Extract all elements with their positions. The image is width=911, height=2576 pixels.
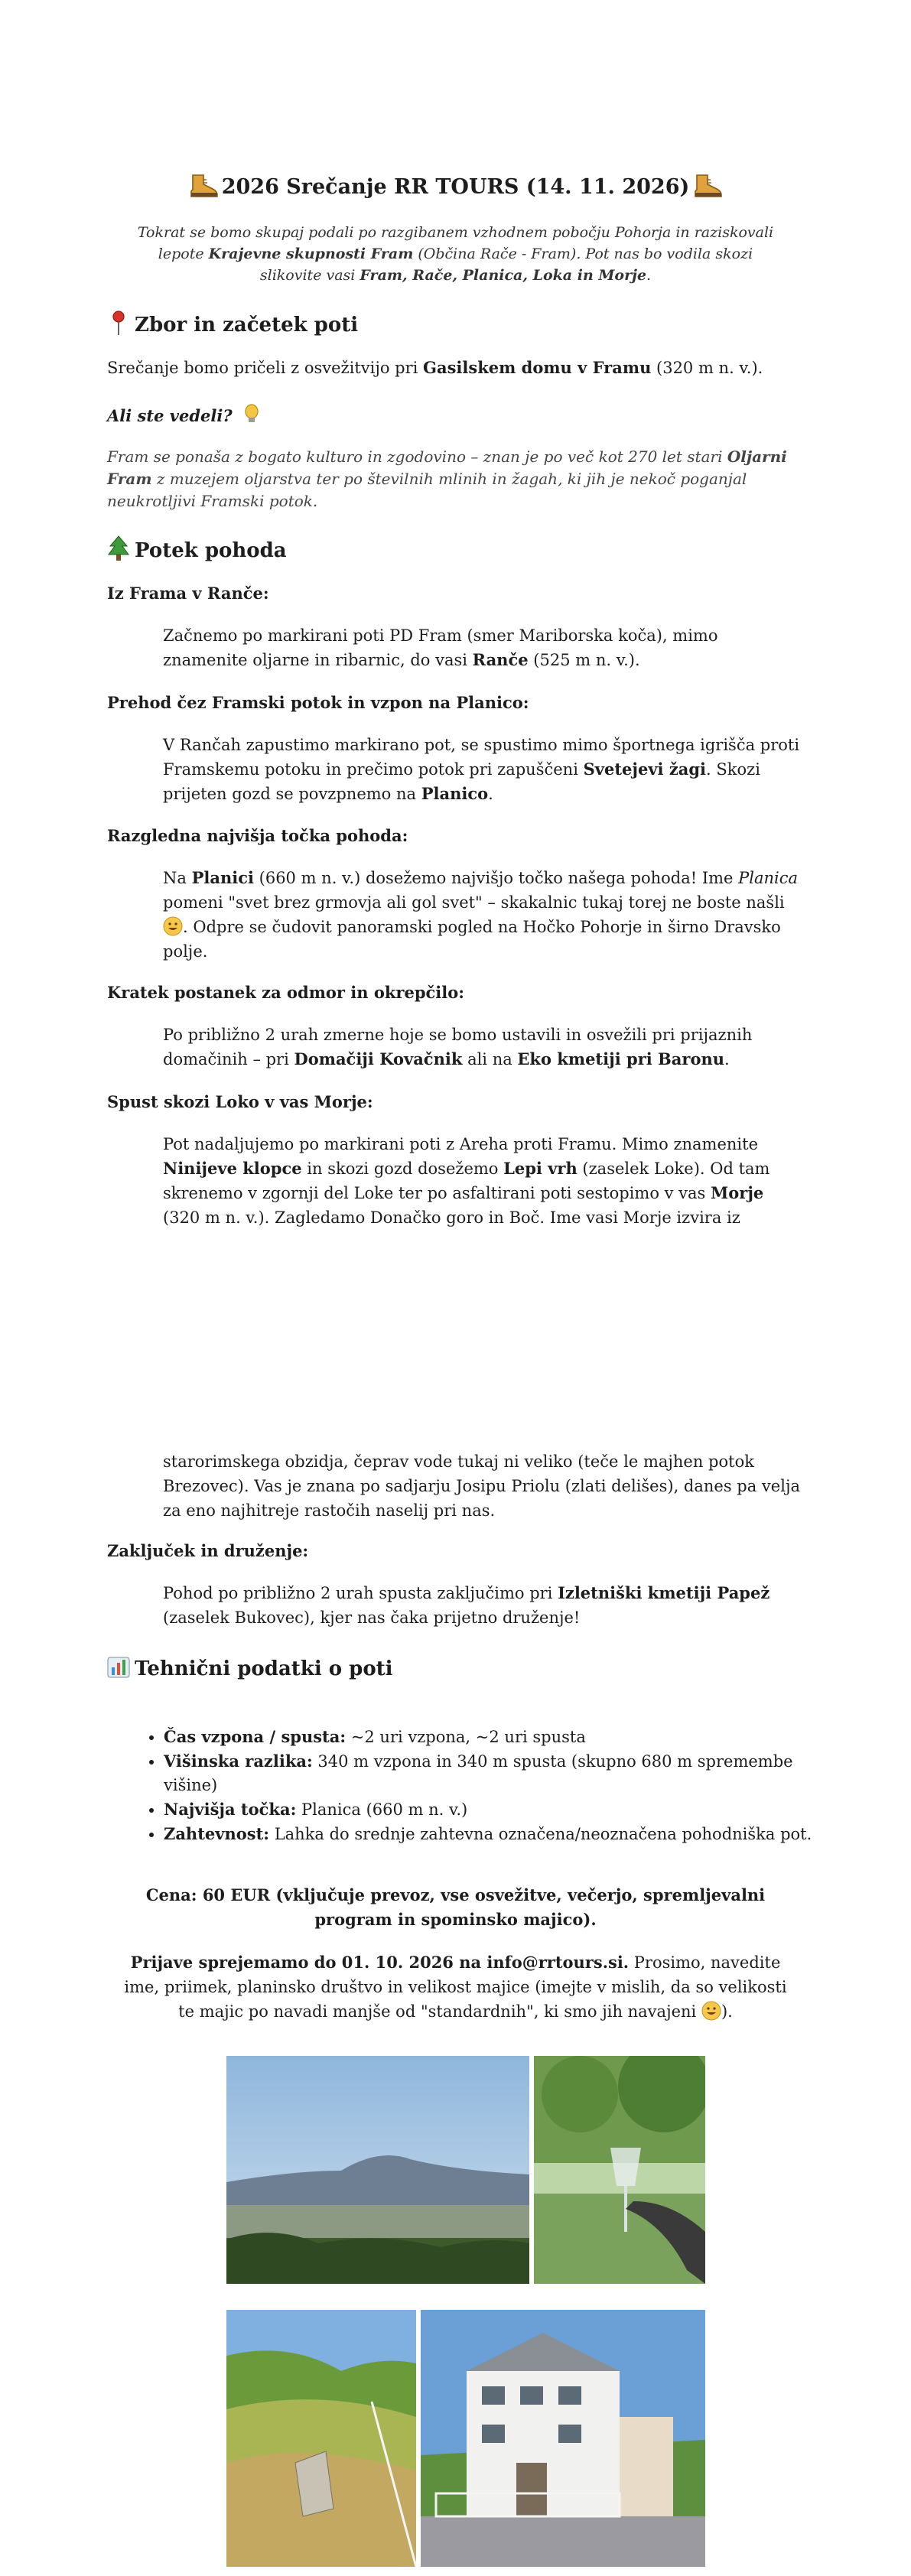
bold-text: Eko kmetiji pri Baronu xyxy=(517,1049,724,1068)
tech-value: Lahka do srednje zahtevna označena/neoznačena pohodniška pot. xyxy=(269,1825,812,1843)
section-heading-text: Tehnični podatki o poti xyxy=(135,1657,393,1680)
text: Po približno 2 urah zmerne hoje se bomo ustavili in osvežili pri prijaznih domačinih – pri xyxy=(163,1026,753,1068)
intro-bold: Fram, Rače, Planica, Loka in Morje xyxy=(360,267,647,284)
house-photo-image xyxy=(421,2310,705,2567)
subsection-paragraph xyxy=(163,1581,803,1630)
text: pomeni "svet brez grmovja ali gol svet" – skakalnic tukaj torej ne boste našli xyxy=(163,893,785,912)
intro-paragraph xyxy=(130,222,781,286)
page-title-text: 2026 Srečanje RR TOURS (14. 11. 2026) xyxy=(221,175,690,199)
bold-text: Oljarni Fram xyxy=(107,447,787,488)
subsection-paragraph xyxy=(163,1023,803,1072)
subsection-title: Razgledna najvišja točka pohoda: xyxy=(107,826,408,845)
list-item xyxy=(164,1725,837,1749)
text: Na xyxy=(163,869,192,887)
text: . Skozi prijeten gozd se povzpnemo na xyxy=(163,760,760,803)
text: (zaselek Loke). Od tam skrenemo v zgornji del Loke ter po asfaltirani poti sestopimo v vas xyxy=(163,1160,770,1202)
tech-label: Čas vzpona / spusta: xyxy=(164,1727,347,1746)
wine-glass-photo xyxy=(534,2056,705,2284)
bold-text: Gasilskem domu v Framu xyxy=(423,358,652,377)
grinning-face-icon xyxy=(163,916,183,936)
bold-text: Planici xyxy=(191,868,254,887)
text: (525 m n. v.). xyxy=(528,651,640,669)
text: . xyxy=(724,1050,730,1068)
subsection-title: Prehod čez Framski potok in vzpon na Planico: xyxy=(107,693,529,712)
meadow-stone-photo-image xyxy=(226,2310,416,2567)
price-paragraph: Cena: 60 EUR (vključuje prevoz, vse osvežitve, večerjo, spremljevalni program in spominsko majico). xyxy=(145,1885,766,1929)
did-you-know-text: Ali ste vedeli? xyxy=(107,406,233,425)
text: V Rančah zapustimo markirano pot, se spustimo mimo športnega igrišča proti Framskemu potoku in prečimo potok pri zapuščeni xyxy=(163,736,800,779)
bar-chart-icon xyxy=(107,1654,130,1680)
subsection-title: Kratek postanek za odmor in okrepčilo: xyxy=(107,983,465,1002)
grinning-face-icon xyxy=(701,2001,721,2021)
text: (320 m n. v.). xyxy=(651,359,763,377)
meadow-stone-photo xyxy=(226,2310,416,2567)
did-you-know-heading xyxy=(107,404,803,428)
zbor-paragraph xyxy=(107,356,803,380)
section-heading-zbor xyxy=(107,310,358,339)
list-item xyxy=(164,1822,837,1846)
text: Pot nadaljujemo po markirani poti z Areha proti Framu. Mimo znamenite xyxy=(163,1135,759,1153)
did-you-know-paragraph xyxy=(107,446,803,512)
tech-value: ~2 uri vzpona, ~2 uri spusta xyxy=(346,1728,586,1746)
page-title xyxy=(0,172,911,203)
text: . xyxy=(488,785,493,803)
bold-text: Planico xyxy=(421,784,489,803)
text: Pohod po približno 2 urah spusta zaključimo pri xyxy=(163,1584,558,1602)
text: in skozi gozd dosežemo xyxy=(301,1160,504,1178)
bold-text: Izletniški kmetiji Papež xyxy=(558,1583,770,1602)
tech-value: Planica (660 m n. v.) xyxy=(296,1800,468,1819)
bold-text: Ninijeve klopce xyxy=(163,1159,302,1178)
tech-label: Višinska razlika: xyxy=(164,1751,313,1771)
subsection-paragraph xyxy=(163,1132,803,1230)
section-heading-text: Zbor in začetek poti xyxy=(135,314,359,337)
subsection-title: Zaključek in druženje: xyxy=(107,1541,309,1560)
bold-text: Svetejevi žagi xyxy=(583,759,707,779)
wine-glass-photo-image xyxy=(534,2056,705,2284)
section-heading-tech xyxy=(107,1654,393,1683)
tech-label: Najvišja točka: xyxy=(164,1800,297,1819)
section-heading-text: Potek pohoda xyxy=(135,539,287,562)
italic-text: Planica xyxy=(738,869,799,887)
subsection-paragraph xyxy=(163,623,803,672)
tech-list xyxy=(130,1725,837,1846)
light-bulb-icon xyxy=(242,404,261,425)
intro-text: (Občina Rače - Fram). Pot nas bo vodila skozi slikovite vasi xyxy=(259,246,753,284)
bold-text: Morje xyxy=(711,1183,764,1202)
text: z muzejem oljarstva ter po številnih mlinih in žagah, ki jih je nekoč poganjal neukrotljivi Framski potok. xyxy=(107,470,747,510)
intro-bold: Krajevne skupnosti Fram xyxy=(208,246,414,262)
hiking-boot-icon xyxy=(692,172,723,198)
subsection-title: Iz Frama v Ranče: xyxy=(107,584,269,603)
text: Začnemo po markirani poti PD Fram (smer Mariborska koča), mimo znamenite oljarne in ribarnic, do vasi xyxy=(163,626,718,669)
round-pushpin-icon xyxy=(107,310,130,336)
text: . Odpre se čudovit panoramski pogled na Hočko Pohorje in širno Dravsko polje. xyxy=(163,918,781,961)
subsection-paragraph xyxy=(163,866,803,964)
list-item xyxy=(164,1797,837,1822)
landscape-photo xyxy=(226,2056,529,2284)
signup-text: Prosimo, navedite ime, priimek, planinsko društvo in velikost majice (imejte v mislih, da so velikosti te majic po navadi manjše od "standardnih", ki smo jih navajeni xyxy=(124,1953,787,2021)
bold-text: Ranče xyxy=(472,650,529,669)
text: (zaselek Bukovec), kjer nas čaka prijetno druženje! xyxy=(163,1608,581,1627)
text: Fram se ponaša z bogato kulturo in zgodovino – znan je po več kot 270 let stari xyxy=(107,447,727,466)
list-item xyxy=(164,1749,837,1797)
bold-text: Lepi vrh xyxy=(503,1159,578,1178)
subsection-paragraph-continued: starorimskega obzidja, čeprav vode tukaj ni veliko (teče le majhen potok Brezovec). Vas je znana po sadjarju Josipu Priolu (zlati delišes), danes pa velja za eno najhitreje rastočih naselij pri nas. xyxy=(163,1452,800,1520)
subsection-paragraph xyxy=(163,733,803,806)
section-heading-potek xyxy=(107,535,287,564)
signup-bold: Prijave sprejemamo do 01. 10. 2026 na info@rrtours.si. xyxy=(130,1953,630,1972)
intro-text: . xyxy=(646,267,652,284)
landscape-photo-image xyxy=(226,2056,529,2284)
house-photo xyxy=(421,2310,705,2567)
tech-value: 340 m vzpona in 340 m spusta (skupno 680 m spremembe višine) xyxy=(164,1752,793,1794)
signup-paragraph xyxy=(122,1950,789,2024)
text: (660 m n. v.) dosežemo najvišjo točko našega pohoda! Ime xyxy=(253,869,739,887)
signup-text: ). xyxy=(721,2002,733,2021)
tech-label: Zahtevnost: xyxy=(164,1824,270,1843)
bold-text: Domačiji Kovačnik xyxy=(294,1049,463,1068)
subsection-title: Spust skozi Loko v vas Morje: xyxy=(107,1092,373,1111)
hiking-boot-icon xyxy=(188,172,219,198)
text: Srečanje bomo pričeli z osvežitvijo pri xyxy=(107,359,424,377)
text: (320 m n. v.). Zagledamo Donačko goro in Boč. Ime vasi Morje izvira iz xyxy=(163,1208,740,1227)
intro-text: Tokrat se bomo skupaj podali po razgibanem vzhodnem pobočju Pohorja in raziskovali lepote xyxy=(137,224,774,262)
text: ali na xyxy=(462,1050,518,1068)
evergreen-tree-icon xyxy=(107,535,130,561)
